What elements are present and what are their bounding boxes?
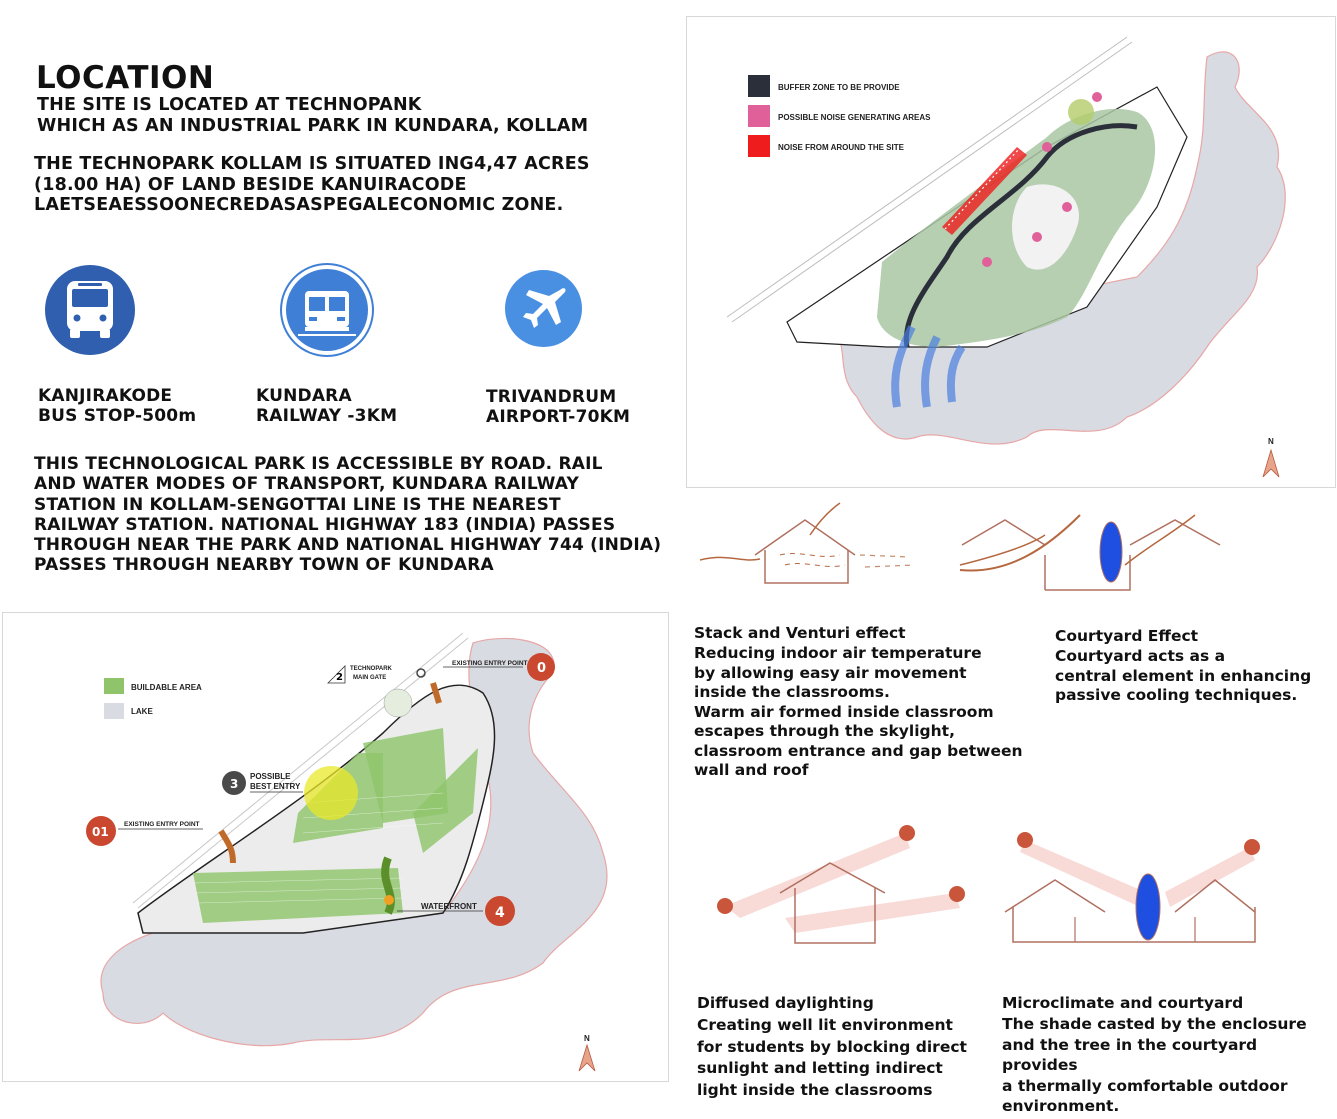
waterfront-pin-icon	[384, 895, 394, 905]
sun-icon	[949, 886, 965, 902]
marker-3-number: 3	[230, 777, 239, 791]
location-description: THE TECHNOPARK KOLLAM IS SITUATED ING4,47 ACRES (18.00 HA) OF LAND BESIDE KANUIRACODE LAETSEAESSOONECREDASASPEGALECONOMIC ZONE.	[34, 154, 590, 215]
daylight-text: Creating well lit environment for students by blocking direct sunlight and letting indirect light inside the classrooms	[697, 1016, 967, 1099]
north-arrow-icon	[1263, 450, 1279, 477]
site-north-label: N	[584, 1034, 590, 1043]
marker-0-number: 0	[537, 661, 547, 676]
stack-text: Reducing indoor air temperature by allowing easy air movement inside the classrooms. Warm air formed inside classroom escapes through the skylight, classroom entrance and gap between wall and roof	[694, 644, 1023, 779]
sun-icon	[899, 825, 915, 841]
site-legend-lake: LAKE	[131, 707, 153, 716]
best-entry-highlight	[304, 766, 358, 820]
courtyard-tree-icon	[1100, 522, 1122, 582]
courtyard-title: Courtyard Effect	[1055, 627, 1199, 645]
site-north-arrow-icon	[579, 1045, 595, 1071]
site-map	[3, 613, 668, 1081]
location-intro: THE SITE IS LOCATED AT TECHNOPANK WHICH AS AN INDUSTRIAL PARK IN KUNDARA, KOLLAM	[37, 95, 589, 136]
courtyard-tree-icon	[1136, 874, 1160, 940]
marker-1-label: EXISTING ENTRY POINT	[124, 821, 200, 828]
microclimate-diagram	[995, 822, 1275, 952]
access-paragraph: THIS TECHNOLOGICAL PARK IS ACCESSIBLE BY ROAD. RAIL AND WATER MODES OF TRANSPORT, KUNDARA RAILWAY STATION IN KOLLAM-SENGOTTAI LINE IS THE NEAREST RAILWAY STATION. NATIONAL HIGHWAY 183 (INDIA) PASSES THROUGH NEAR THE PARK AND NATIONAL HIGHWAY 744 (INDIA) PASSES THROUGH NEARBY TOWN OF KUNDARA	[34, 454, 662, 576]
transport-air-label: TRIVANDRUM AIRPORT-70KM	[486, 387, 631, 427]
noise-legend-buffer: BUFFER ZONE TO BE PROVIDE	[778, 83, 900, 92]
location-pin-icon	[417, 669, 425, 677]
marker-3-label-2: BEST ENTRY	[250, 782, 301, 791]
bus-icon	[45, 265, 135, 355]
courtyard-diagram	[950, 505, 1230, 605]
transport-bus-label: KANJIRAKODE BUS STOP-500m	[38, 386, 197, 426]
microclimate-text: The shade casted by the enclosure and the tree in the courtyard provides a thermally comfortable outdoor environment.	[1002, 1015, 1307, 1115]
marker-2-label-1: TECHNOPARK	[350, 666, 392, 672]
sun-icon	[1244, 839, 1260, 855]
marker-4-label: WATERFRONT	[421, 902, 477, 911]
train-icon	[282, 265, 372, 355]
daylighting-diagram	[710, 818, 975, 958]
microclimate-title: Microclimate and courtyard	[1002, 994, 1244, 1012]
noise-north-label: N	[1268, 437, 1274, 446]
daylight-title: Diffused daylighting	[697, 994, 874, 1012]
noise-map-panel	[686, 16, 1336, 488]
marker-0-label: EXISTING ENTRY POINT	[452, 660, 528, 667]
noise-legend-around: NOISE FROM AROUND THE SITE	[778, 143, 904, 152]
marker-2-number: 2	[336, 672, 343, 683]
noise-legend-possible: POSSIBLE NOISE GENERATING AREAS	[778, 113, 931, 122]
marker-1-number: 01	[92, 825, 109, 839]
marker-3-label-1: POSSIBLE	[250, 772, 291, 781]
stack-title: Stack and Venturi effect	[694, 624, 906, 642]
sun-icon	[1017, 832, 1033, 848]
airplane-icon	[505, 270, 582, 347]
transport-rail-label: KUNDARA RAILWAY -3KM	[256, 386, 398, 426]
marker-2-label-2: MAIN GATE	[353, 675, 387, 681]
site-map-panel	[2, 612, 669, 1082]
sun-icon	[717, 898, 733, 914]
courtyard-text: Courtyard acts as a central element in enhancing passive cooling techniques.	[1055, 647, 1312, 704]
noise-map	[687, 17, 1335, 487]
marker-4-number: 4	[495, 905, 505, 921]
location-heading: LOCATION	[36, 60, 215, 96]
site-legend-buildable: BUILDABLE AREA	[131, 683, 202, 692]
